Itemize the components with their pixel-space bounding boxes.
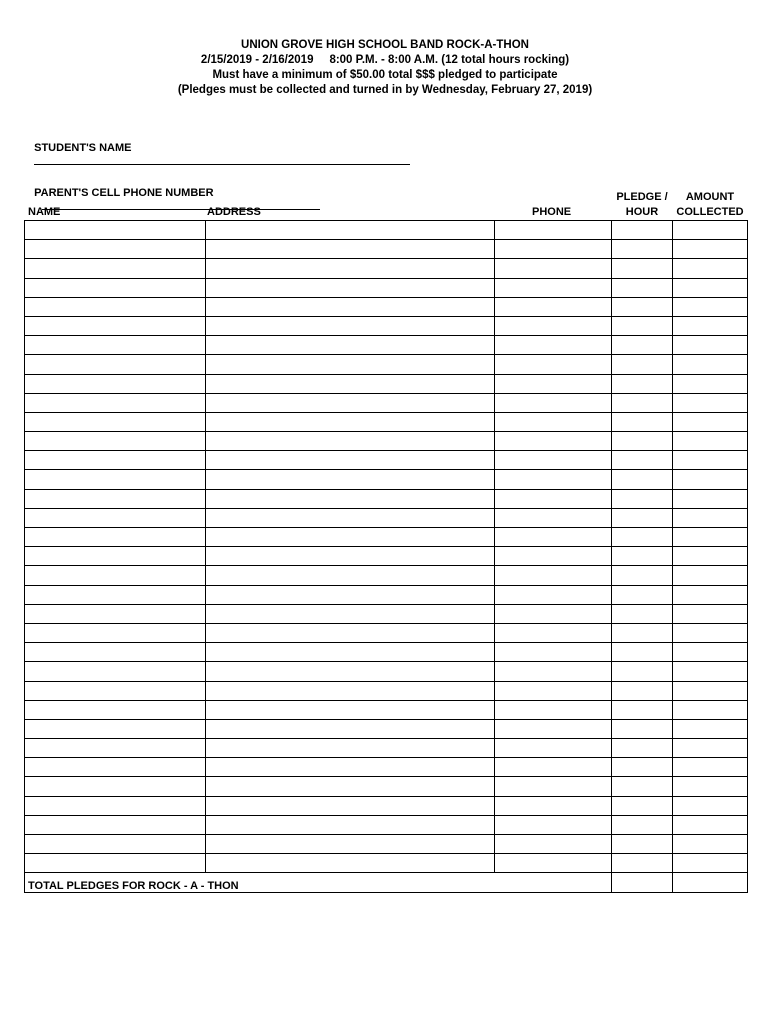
address-cell[interactable] (206, 719, 495, 738)
address-cell[interactable] (206, 451, 495, 470)
name-cell[interactable] (25, 739, 206, 758)
deadline-note: (Pledges must be collected and turned in by Wednesday, February 27, 2019) (177, 84, 593, 96)
amount-cell[interactable] (673, 604, 748, 623)
phone-cell[interactable] (495, 278, 612, 297)
amount-cell[interactable] (673, 719, 748, 738)
phone-cell[interactable] (495, 854, 612, 873)
form-title: UNION GROVE HIGH SCHOOL BAND ROCK-A-THON (241, 39, 529, 51)
phone-cell[interactable] (495, 508, 612, 527)
phone-cell[interactable] (495, 681, 612, 700)
address-cell[interactable] (206, 240, 495, 259)
table-row (25, 739, 748, 758)
name-cell[interactable] (25, 700, 206, 719)
amount-cell[interactable] (673, 528, 748, 547)
pledge-cell[interactable] (612, 528, 673, 547)
amount-header-line1: AMOUNT (685, 191, 735, 203)
address-cell[interactable] (206, 662, 495, 681)
table-row (25, 758, 748, 777)
phone-cell[interactable] (495, 547, 612, 566)
name-cell[interactable] (25, 681, 206, 700)
amount-cell[interactable] (673, 643, 748, 662)
total-label: TOTAL PLEDGES FOR ROCK - A - THON (25, 873, 612, 892)
phone-cell[interactable] (495, 412, 612, 431)
pledge-cell[interactable] (612, 470, 673, 489)
address-cell[interactable] (206, 297, 495, 316)
address-cell[interactable] (206, 566, 495, 585)
name-cell[interactable] (25, 508, 206, 527)
address-cell[interactable] (206, 854, 495, 873)
table-row (25, 240, 748, 259)
table-row (25, 643, 748, 662)
phone-cell[interactable] (495, 240, 612, 259)
pledge-cell[interactable] (612, 815, 673, 834)
table-row (25, 662, 748, 681)
pledge-cell[interactable] (612, 316, 673, 335)
amount-cell[interactable] (673, 316, 748, 335)
phone-cell[interactable] (495, 221, 612, 240)
name-cell[interactable] (25, 777, 206, 796)
form-header (0, 38, 770, 98)
table-row (25, 623, 748, 642)
phone-cell[interactable] (495, 777, 612, 796)
phone-cell[interactable] (495, 297, 612, 316)
name-cell[interactable] (25, 796, 206, 815)
column-header-address: ADDRESS (207, 206, 261, 218)
table-row (25, 489, 748, 508)
amount-cell[interactable] (673, 355, 748, 374)
amount-cell[interactable] (673, 777, 748, 796)
phone-cell[interactable] (495, 374, 612, 393)
pledge-cell[interactable] (612, 758, 673, 777)
amount-cell[interactable] (673, 508, 748, 527)
table-row (25, 777, 748, 796)
phone-cell[interactable] (495, 739, 612, 758)
amount-cell[interactable] (673, 278, 748, 297)
address-cell[interactable] (206, 221, 495, 240)
name-cell[interactable] (25, 585, 206, 604)
address-cell[interactable] (206, 604, 495, 623)
address-cell[interactable] (206, 336, 495, 355)
pledge-cell[interactable] (612, 643, 673, 662)
amount-cell[interactable] (673, 758, 748, 777)
amount-cell[interactable] (673, 393, 748, 412)
amount-cell[interactable] (673, 681, 748, 700)
amount-cell[interactable] (673, 374, 748, 393)
amount-cell[interactable] (673, 585, 748, 604)
pledge-cell[interactable] (612, 432, 673, 451)
pledge-cell[interactable] (612, 412, 673, 431)
amount-cell[interactable] (673, 700, 748, 719)
table-row (25, 259, 748, 278)
address-cell[interactable] (206, 815, 495, 834)
amount-cell[interactable] (673, 451, 748, 470)
pledge-cell[interactable] (612, 739, 673, 758)
table-row (25, 432, 748, 451)
pledge-cell[interactable] (612, 585, 673, 604)
amount-cell[interactable] (673, 412, 748, 431)
name-cell[interactable] (25, 623, 206, 642)
phone-cell[interactable] (495, 566, 612, 585)
phone-cell[interactable] (495, 835, 612, 854)
name-cell[interactable] (25, 566, 206, 585)
phone-cell[interactable] (495, 604, 612, 623)
parent-phone-line[interactable] (42, 199, 320, 210)
table-row (25, 815, 748, 834)
address-cell[interactable] (206, 259, 495, 278)
amount-cell[interactable] (673, 662, 748, 681)
pledge-cell[interactable] (612, 240, 673, 259)
column-header-phone: PHONE (532, 206, 572, 218)
phone-cell[interactable] (495, 662, 612, 681)
amount-cell[interactable] (673, 432, 748, 451)
amount-cell[interactable] (673, 470, 748, 489)
parent-phone-field (28, 175, 320, 213)
table-row (25, 355, 748, 374)
pledge-cell[interactable] (612, 547, 673, 566)
address-cell[interactable] (206, 643, 495, 662)
pledge-cell[interactable] (612, 662, 673, 681)
phone-cell[interactable] (495, 259, 612, 278)
table-row (25, 393, 748, 412)
name-cell[interactable] (25, 278, 206, 297)
name-cell[interactable] (25, 355, 206, 374)
pledge-cell[interactable] (612, 777, 673, 796)
table-row (25, 700, 748, 719)
pledge-cell[interactable] (612, 623, 673, 642)
amount-cell[interactable] (673, 259, 748, 278)
pledge-cell[interactable] (612, 297, 673, 316)
table-row (25, 316, 748, 335)
amount-cell[interactable] (673, 489, 748, 508)
student-name-label: STUDENT'S NAME (34, 142, 132, 154)
name-cell[interactable] (25, 662, 206, 681)
pledge-cell[interactable] (612, 336, 673, 355)
name-cell[interactable] (25, 719, 206, 738)
address-cell[interactable] (206, 432, 495, 451)
amount-cell[interactable] (673, 739, 748, 758)
address-cell[interactable] (206, 585, 495, 604)
phone-cell[interactable] (495, 451, 612, 470)
phone-cell[interactable] (495, 489, 612, 508)
address-cell[interactable] (206, 681, 495, 700)
address-cell[interactable] (206, 835, 495, 854)
phone-cell[interactable] (495, 432, 612, 451)
pledge-cell[interactable] (612, 221, 673, 240)
pledge-cell[interactable] (612, 259, 673, 278)
pledge-cell[interactable] (612, 393, 673, 412)
name-cell[interactable] (25, 393, 206, 412)
amount-cell[interactable] (673, 854, 748, 873)
pledge-cell[interactable] (612, 374, 673, 393)
table-row (25, 681, 748, 700)
column-header-amount (673, 190, 747, 220)
phone-cell[interactable] (495, 643, 612, 662)
phone-cell[interactable] (495, 623, 612, 642)
phone-cell[interactable] (495, 393, 612, 412)
name-cell[interactable] (25, 221, 206, 240)
name-cell[interactable] (25, 451, 206, 470)
amount-cell[interactable] (673, 240, 748, 259)
address-cell[interactable] (206, 470, 495, 489)
pledge-header-line1: PLEDGE / (616, 191, 668, 203)
phone-cell[interactable] (495, 719, 612, 738)
phone-cell[interactable] (495, 796, 612, 815)
phone-cell[interactable] (495, 528, 612, 547)
name-cell[interactable] (25, 815, 206, 834)
address-cell[interactable] (206, 316, 495, 335)
student-name-field (28, 130, 410, 168)
amount-cell[interactable] (673, 336, 748, 355)
table-row (25, 297, 748, 316)
table-row (25, 221, 748, 240)
pledge-cell[interactable] (612, 604, 673, 623)
phone-cell[interactable] (495, 316, 612, 335)
amount-cell[interactable] (673, 547, 748, 566)
name-cell[interactable] (25, 240, 206, 259)
table-row (25, 508, 748, 527)
address-cell[interactable] (206, 412, 495, 431)
table-row (25, 796, 748, 815)
address-cell[interactable] (206, 508, 495, 527)
pledge-cell[interactable] (612, 566, 673, 585)
minimum-pledge-note: Must have a minimum of $50.00 total $$$ pledged to participate (212, 69, 558, 81)
address-cell[interactable] (206, 739, 495, 758)
column-header-pledge (611, 190, 673, 220)
name-cell[interactable] (25, 604, 206, 623)
total-pledge-cell[interactable] (612, 873, 673, 892)
table-row (25, 278, 748, 297)
pledge-header-line2: HOUR (625, 206, 659, 218)
amount-cell[interactable] (673, 815, 748, 834)
pledge-cell[interactable] (612, 681, 673, 700)
total-amount-cell[interactable] (673, 873, 748, 892)
pledge-cell[interactable] (612, 719, 673, 738)
phone-cell[interactable] (495, 815, 612, 834)
total-row (25, 873, 748, 892)
phone-cell[interactable] (495, 758, 612, 777)
address-cell[interactable] (206, 758, 495, 777)
phone-cell[interactable] (495, 355, 612, 374)
name-cell[interactable] (25, 854, 206, 873)
pledge-cell[interactable] (612, 700, 673, 719)
name-cell[interactable] (25, 489, 206, 508)
phone-cell[interactable] (495, 700, 612, 719)
table-row (25, 412, 748, 431)
pledge-cell[interactable] (612, 355, 673, 374)
amount-cell[interactable] (673, 623, 748, 642)
address-cell[interactable] (206, 547, 495, 566)
address-cell[interactable] (206, 355, 495, 374)
amount-cell[interactable] (673, 835, 748, 854)
phone-cell[interactable] (495, 470, 612, 489)
phone-cell[interactable] (495, 585, 612, 604)
name-cell[interactable] (25, 528, 206, 547)
name-cell[interactable] (25, 758, 206, 777)
name-cell[interactable] (25, 336, 206, 355)
pledge-cell[interactable] (612, 508, 673, 527)
address-cell[interactable] (206, 278, 495, 297)
address-cell[interactable] (206, 796, 495, 815)
pledge-cell[interactable] (612, 854, 673, 873)
name-cell[interactable] (25, 316, 206, 335)
table-row (25, 604, 748, 623)
name-cell[interactable] (25, 835, 206, 854)
name-cell[interactable] (25, 643, 206, 662)
pledge-table (24, 220, 748, 893)
address-cell[interactable] (206, 777, 495, 796)
table-row (25, 719, 748, 738)
table-row (25, 336, 748, 355)
pledge-cell[interactable] (612, 835, 673, 854)
table-row (25, 566, 748, 585)
amount-cell[interactable] (673, 221, 748, 240)
amount-cell[interactable] (673, 297, 748, 316)
pledge-cell[interactable] (612, 278, 673, 297)
name-cell[interactable] (25, 547, 206, 566)
parent-phone-label: PARENT'S CELL PHONE NUMBER (34, 187, 214, 199)
name-cell[interactable] (25, 297, 206, 316)
name-cell[interactable] (25, 470, 206, 489)
address-cell[interactable] (206, 374, 495, 393)
address-cell[interactable] (206, 623, 495, 642)
amount-cell[interactable] (673, 566, 748, 585)
amount-cell[interactable] (673, 796, 748, 815)
pledge-cell[interactable] (612, 796, 673, 815)
phone-cell[interactable] (495, 336, 612, 355)
table-row (25, 854, 748, 873)
address-cell[interactable] (206, 489, 495, 508)
pledge-cell[interactable] (612, 489, 673, 508)
name-cell[interactable] (25, 412, 206, 431)
table-row (25, 470, 748, 489)
student-name-line[interactable] (34, 154, 410, 165)
table-row (25, 528, 748, 547)
name-cell[interactable] (25, 259, 206, 278)
name-cell[interactable] (25, 374, 206, 393)
event-dates: 2/15/2019 - 2/16/2019 8:00 P.M. - 8:00 A.M. (12 total hours rocking) (200, 54, 570, 66)
table-row (25, 547, 748, 566)
address-cell[interactable] (206, 528, 495, 547)
address-cell[interactable] (206, 700, 495, 719)
pledge-cell[interactable] (612, 451, 673, 470)
name-cell[interactable] (25, 432, 206, 451)
table-row (25, 585, 748, 604)
table-row (25, 374, 748, 393)
table-row (25, 451, 748, 470)
column-header-name: NAME (28, 206, 61, 218)
table-row (25, 835, 748, 854)
pledge-table-body (25, 221, 748, 893)
amount-header-line2: COLLECTED (676, 206, 744, 218)
address-cell[interactable] (206, 393, 495, 412)
